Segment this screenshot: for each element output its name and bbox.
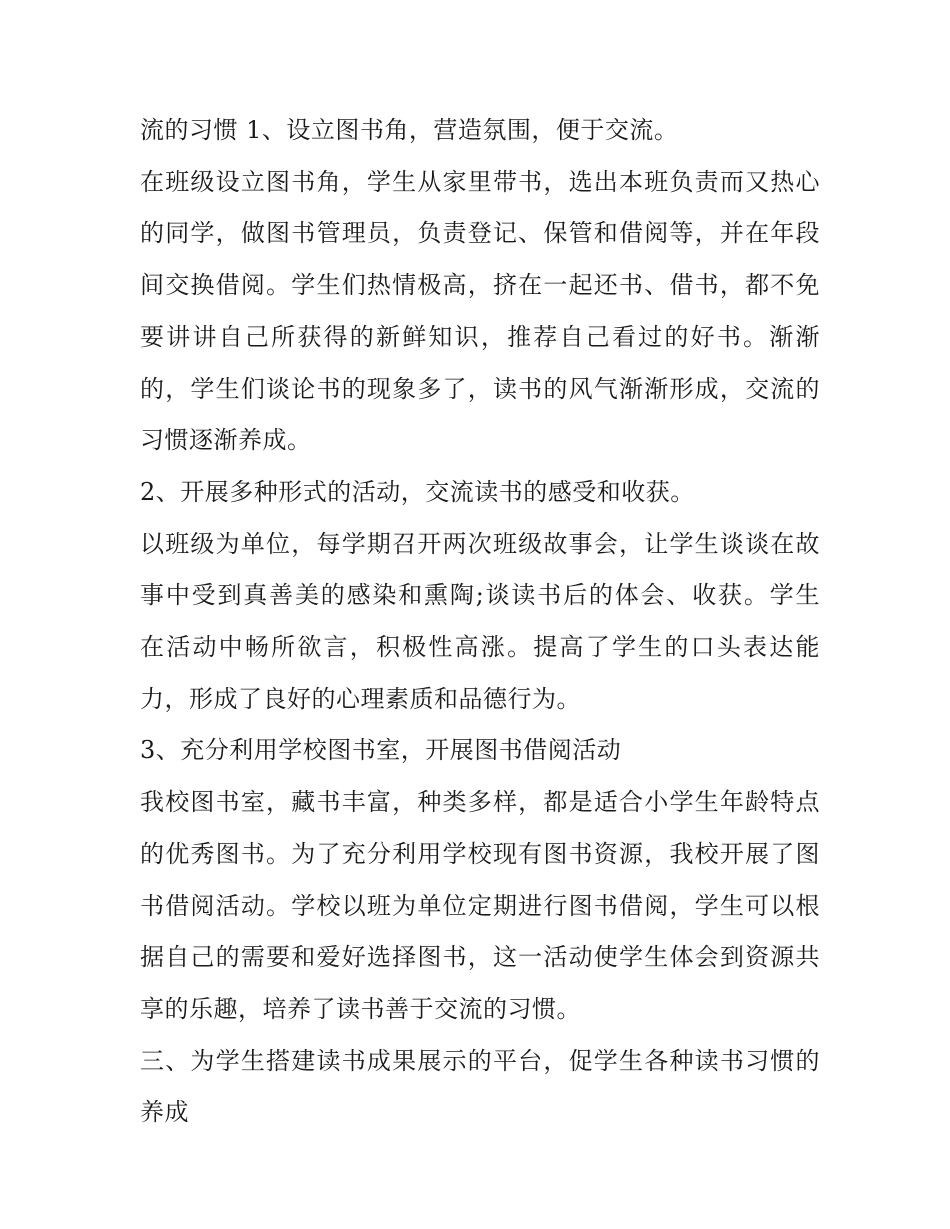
text-line: 享的乐趣，培养了读书善于交流的习惯。 [140,994,581,1023]
text-line: 的优秀图书。为了充分利用学校现有图书资源，我校开展了图 [140,839,820,868]
paragraph-story-meetings [140,519,820,726]
document-page [140,105,820,1139]
text-line: 以班级为单位，每学期召开两次班级故事会，让学生谈谈在故 [140,529,820,558]
paragraph-continuation [140,105,820,157]
heading-section-three [140,1036,820,1139]
text-line: 2、开展多种形式的活动，交流读书的感受和收获。 [140,477,695,506]
heading-activities [140,467,820,519]
text-line: 习惯逐渐养成。 [140,426,312,455]
text-line: 事中受到真善美的感染和熏陶;谈读书后的体会、收获。学生 [140,581,820,610]
paragraph-library-lending [140,777,820,1036]
text-line: 在班级设立图书角，学生从家里带书，选出本班负责而又热心 [140,167,820,196]
text-line: 的，学生们谈论书的现象多了，读书的风气渐渐形成，交流的 [140,374,820,403]
text-line: 在活动中畅所欲言，积极性高涨。提高了学生的口头表达能 [140,633,820,662]
text-line: 力，形成了良好的心理素质和品德行为。 [140,684,581,713]
text-line: 间交换借阅。学生们热情极高，挤在一起还书、借书，都不免 [140,271,820,300]
text-line: 要讲讲自己所获得的新鲜知识，推荐自己看过的好书。渐渐 [140,322,820,351]
text-line: 养成 [140,1098,189,1127]
heading-library [140,725,820,777]
text-line: 的同学，做图书管理员，负责登记、保管和借阅等，并在年段 [140,219,820,248]
text-line: 三、为学生搭建读书成果展示的平台，促学生各种读书习惯的 [140,1046,820,1075]
text-line: 我校图书室，藏书丰富，种类多样，都是适合小学生年龄特点 [140,788,820,817]
text-line: 书借阅活动。学校以班为单位定期进行图书借阅，学生可以根 [140,891,820,920]
text-line: 据自己的需要和爱好选择图书，这一活动使学生体会到资源共 [140,943,820,972]
text-line: 流的习惯 1、设立图书角，营造氛围，便于交流。 [140,116,679,144]
paragraph-book-corner [140,157,820,467]
text-line: 3、充分利用学校图书室，开展图书借阅活动 [140,736,622,765]
